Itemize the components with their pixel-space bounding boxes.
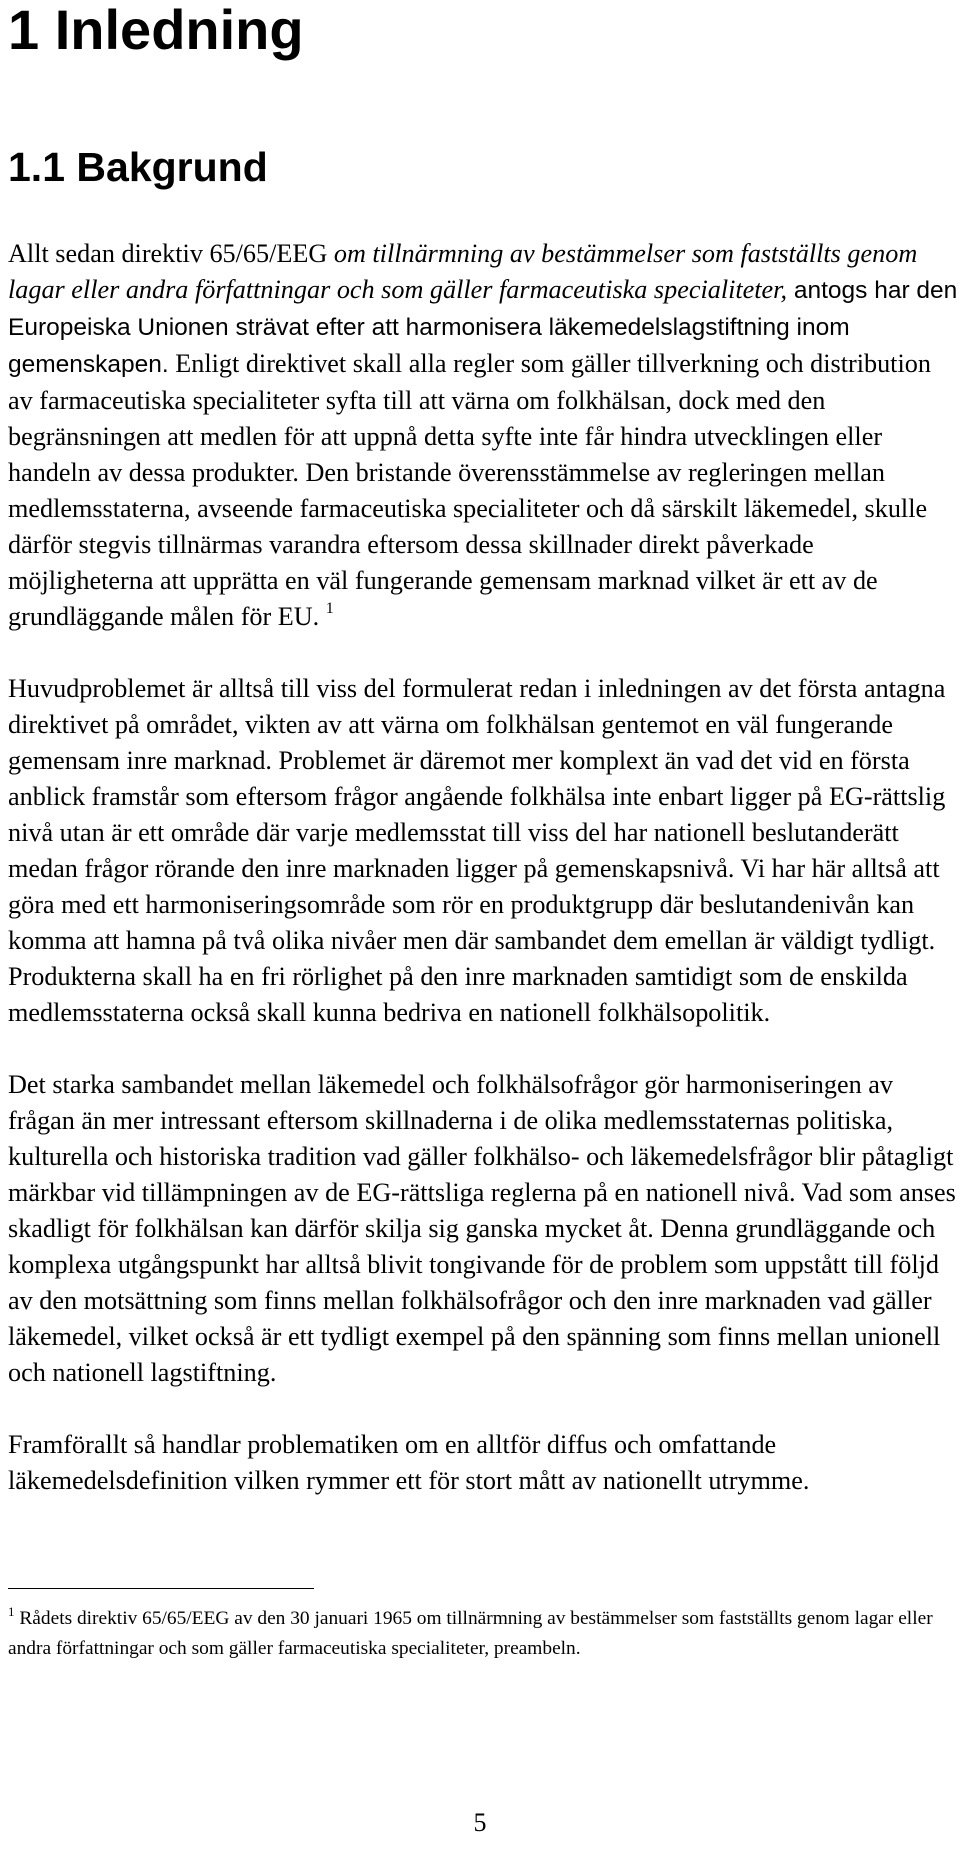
chapter-number: 1	[8, 0, 40, 61]
paragraph-2: Huvudproblemet är alltså till viss del formulerat redan i inledningen av det första antagna direktivet på området, vikten av att värna om folkhälsan gentemot en väl fungerande gemensam inre marknad. Problemet är däremot mer komplext än vad det vid en första anblick framstår som eftersom frågor angående folkhälsa inte enbart ligger på EG-rättslig nivå utan är ett område där varje medlemsstat till viss del har nationell beslutanderätt medan frågor rörande den inre marknaden ligger på gemenskapsnivå. Vi har här alltså att göra med ett harmoniseringsområde som rör en produktgrupp där beslutandenivån kan komma att hamna på två olika nivåer men där sambandet dem emellan är väldigt tydligt. Produkterna skall ha en fri rörlighet på den inre marknaden samtidigt som de enskilda medlemsstaterna också skall kunna bedriva en nationell folkhälsopolitik.	[8, 674, 946, 1027]
paragraph-3: Det starka sambandet mellan läkemedel och folkhälsofrågor gör harmoniseringen av frågan än mer intressant eftersom skillnaderna i de olika medlemsstaternas politiska, kulturella och historiska tradition vad gäller folkhälso- och läkemedelsfrågor blir påtagligt märkbar vid tillämpningen av de EG-rättsliga reglerna på en nationell nivå. Vad som anses skadligt för folkhälsan kan därför skilja sig ganska mycket åt. Denna grundläggande och komplexa utgångspunkt har alltså blivit tongivande för de problem som uppstått till följd av den motsättning som finns mellan folkhälsofrågor och den inre marknaden vad gäller läkemedel, vilket också är ett tydligt exempel på den spänning som finns mellan unionell och nationell lagstiftning.	[8, 1070, 956, 1387]
paragraph-1-sans-segment: antogs har den Europeiska Unionen strävat efter att harmonisera läkemedelslagstiftning inom gemenskapen.	[8, 277, 958, 378]
paragraph-1-intro: Allt sedan direktiv 65/65/EEG	[8, 239, 334, 268]
footnote-number: 1	[8, 1604, 15, 1619]
section-title: Bakgrund	[76, 144, 268, 190]
body-text	[8, 236, 960, 1499]
page-number: 5	[473, 1808, 487, 1837]
footnote	[8, 1604, 960, 1664]
chapter-title: Inledning	[54, 0, 304, 61]
footnote-text: Rådets direktiv 65/65/EEG av den 30 januari 1965 om tillnärmning av bestämmelser som fastställts genom lagar eller andra författningar och som gäller farmaceutiska specialiteter, preambeln.	[8, 1608, 933, 1659]
paragraph-1-middle: Enligt direktivet skall alla regler som gäller tillverkning och distribution av farmaceutiska specialiteter syfta till att värna om folkhälsan, dock med den begränsningen att medlen för att uppnå detta syfte inte får hindra utvecklingen eller handeln av dessa produkter.	[8, 349, 931, 487]
paragraph-1	[8, 236, 960, 635]
chapter-heading	[8, 0, 960, 60]
document-page	[8, 0, 960, 1499]
paragraph-4: Framförallt så handlar problematiken om en alltför diffus och omfattande läkemedelsdefinition vilken rymmer ett för stort mått av nationellt utrymme.	[8, 1430, 810, 1495]
section-heading	[8, 144, 960, 190]
footnote-separator	[8, 1588, 314, 1589]
footnote-reference[interactable]: 1	[325, 600, 334, 617]
paragraph-1-end: Den bristande överensstämmelse av regleringen mellan medlemsstaterna, avseende farmaceutiska specialiteter och då särskilt läkemedel, skulle därför stegvis tillnärmas varandra eftersom dessa skillnader direkt påverkade möjligheterna att upprätta en väl fungerande gemensam marknad vilket är ett av de grundläggande målen för EU.	[8, 458, 928, 631]
section-number: 1.1	[8, 144, 65, 190]
directive-title-italic: om tillnärmning av bestämmelser som fastställts genom lagar eller andra författningar och som gäller farmaceutiska specialiteter,	[8, 239, 918, 304]
